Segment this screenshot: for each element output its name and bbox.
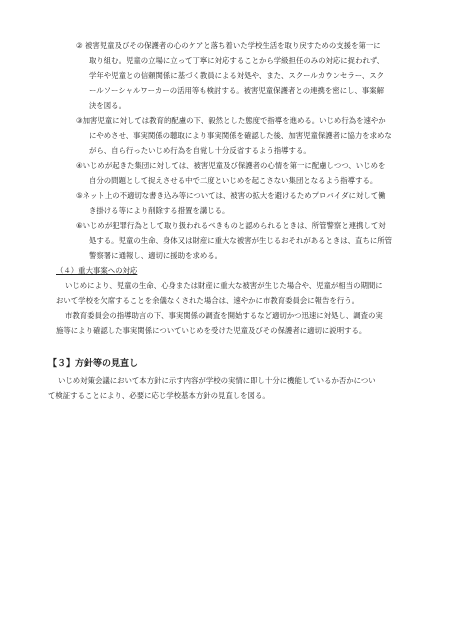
list-item-3-line-1: ③加害児童に対しては教育的配慮の下、毅然とした態度で指導を進める。いじめ行為を速やか [76,116,386,125]
list-marker: ④ [76,161,83,170]
list-item-6-line-2: 処する。児童の生命、身体又は財産に重大な被害が生じるおそれがあるときは、直ちに所管 [89,236,393,245]
section-paragraph-line-1: いじめ対策会議において本方針に示す内容が学校の実情に即し十分に機能しているか否かについ [58,376,376,385]
list-item-4-line-1: ④いじめが起きた集団に対しては、被害児童及び保護者の心情を第一に配慮しつつ、いじめを [76,161,386,170]
list-item-3-line-2: にやめさせ、事実関係の聴取により事実関係を確認した後、加害児童保護者に協力を求めな [89,131,392,140]
list-item-2-line-1: ② 被害児童及びその保護者の心のケアと落ち着いた学校生活を取り戻すための支援を第一に [76,41,381,50]
list-marker: ③ [76,116,83,125]
list-item-6-line-3: 警察署に通報し、適切に援助を求める。 [89,251,223,260]
list-item-2-line-3: 学年や児童との信頼関係に基づく教員による対処や、また、スクールカウンセラー、スク [89,71,385,80]
subsection-paragraph-2-line-2: 施等により確認した事実関係についていじめを受けた児童及びその保護者に適切に説明する。 [56,326,367,335]
section-paragraph-line-2: て検証することにより、必要に応じ学校基本方針の見直しを図る。 [48,391,270,400]
list-item-6-line-1: ⑥いじめが犯罪行為として取り扱われるべきものと認められるときは、所管警察と連携して対 [76,221,386,230]
subsection-paragraph-1-line-2: おいて学校を欠席することを余儀なくされた場合は、速やかに市教育委員会に報告を行う。 [56,296,360,305]
section-heading: 【３】方針等の見直し [48,359,139,369]
list-item-5-line-2: き掛ける等により削除する措置を講じる。 [89,206,230,215]
list-marker: ⑤ [76,191,83,200]
list-item-3-line-3: がら、自ら行ったいじめ行為を自覚し十分反省するよう指導する。 [89,146,311,155]
list-item-4-line-2: 自分の問題として捉えさせる中で二度といじめを起こさない集団となるよう指導する。 [89,176,378,185]
list-marker: ② [76,41,83,50]
list-item-2-line-5: 決を図る。 [89,101,126,110]
subsection-heading: （４）重大事案への対応 [56,266,138,275]
list-item-2-line-4: ールソーシャルワーカーの活用等も検討する。被害児童保護者との連携を密にし、事案解 [89,86,385,95]
subsection-paragraph-1-line-1: いじめにより、児童の生命、心身または財産に重大な被害が生じた場合や、児童が相当の期間に [65,281,383,290]
list-marker: ⑥ [76,221,83,230]
subsection-paragraph-2-line-1: 市教育委員会の指導助言の下、事実関係の調査を開始するなど適切かつ迅速に対処し、調査の実 [65,311,383,320]
list-item-5-line-1: ⑤ネット上の不適切な書き込み等については、被害の拡大を避けるためプロバイダに対して働 [76,191,386,200]
list-item-2-line-2: 取り組む。児童の立場に立って丁寧に対応することから学級担任のみの対応に捉われず、 [89,56,385,65]
